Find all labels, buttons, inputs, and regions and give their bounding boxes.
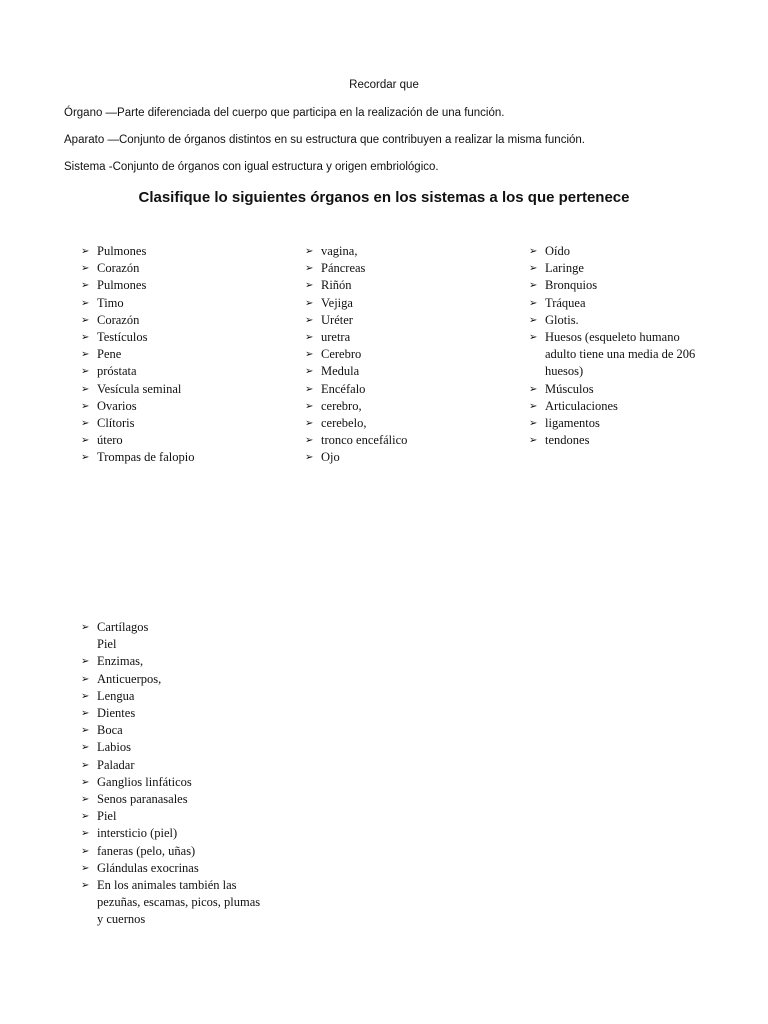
list-item: ➢ Vejiga: [305, 295, 505, 312]
list-item: ➢ Lengua: [81, 688, 261, 705]
organ-list-column-4: [81, 619, 261, 929]
list-item: ➢ vagina,: [305, 243, 505, 260]
list-item: ➢ Laringe: [529, 260, 704, 277]
list-item: ➢ Boca: [81, 722, 261, 739]
list-item: ➢ Bronquios: [529, 277, 704, 294]
list-item: ➢ Oído: [529, 243, 704, 260]
list-item: ➢ uretra: [305, 329, 505, 346]
list-item: ➢ Senos paranasales: [81, 791, 261, 808]
list-item: ➢ Enzimas,: [81, 653, 261, 670]
list-item: ➢ intersticio (piel): [81, 825, 261, 842]
list-item: ➢ Articulaciones: [529, 398, 704, 415]
list-item: ➢ Vesícula seminal: [81, 381, 281, 398]
list-item: ➢ Anticuerpos,: [81, 671, 261, 688]
definition-organo: Órgano —Parte diferenciada del cuerpo que participa en la realización de una función.: [64, 107, 505, 119]
organ-list-column-2: [305, 243, 505, 467]
list-item: ➢ Páncreas: [305, 260, 505, 277]
list-item: ➢ Piel: [81, 808, 261, 825]
reminder-heading: Recordar que: [349, 79, 419, 91]
list-item: ➢ Corazón: [81, 312, 281, 329]
list-item: ➢ Tráquea: [529, 295, 704, 312]
list-item: ➢ Músculos: [529, 381, 704, 398]
list-item: ➢ Riñón: [305, 277, 505, 294]
organ-list-column-3: [529, 243, 704, 449]
list-item: ➢ Clítoris: [81, 415, 281, 432]
list-item: ➢ Encéfalo: [305, 381, 505, 398]
list-item: ➢ Glotis.: [529, 312, 704, 329]
list-item: ➢ Corazón: [81, 260, 281, 277]
organ-list-column-1: [81, 243, 281, 467]
list-item: ➢ faneras (pelo, uñas): [81, 843, 261, 860]
list-item: ➢ tronco encefálico: [305, 432, 505, 449]
list-item: ➢ útero: [81, 432, 281, 449]
page-title: Clasifique lo siguientes órganos en los sistemas a los que pertenece: [138, 189, 630, 206]
list-item: ➢ Testículos: [81, 329, 281, 346]
list-item: ➢ ligamentos: [529, 415, 704, 432]
list-item: ➢ tendones: [529, 432, 704, 449]
list-item: ➢ próstata: [81, 363, 281, 380]
list-item: ➢ Huesos (esqueleto humano adulto tiene una media de 206 huesos): [529, 329, 704, 381]
list-item: ➢ Cerebro: [305, 346, 505, 363]
list-item: ➢ Ovarios: [81, 398, 281, 415]
list-item: ➢ Pulmones: [81, 243, 281, 260]
list-item: ➢ En los animales también las pezuñas, escamas, picos, plumas y cuernos: [81, 877, 261, 929]
list-item: ➢ Uréter: [305, 312, 505, 329]
list-item: ➢ Paladar: [81, 757, 261, 774]
list-item: ➢ cerebelo,: [305, 415, 505, 432]
list-item-continuation: Piel: [97, 637, 117, 652]
definition-sistema: Sistema -Conjunto de órganos con igual estructura y origen embriológico.: [64, 161, 439, 173]
list-item: ➢ Ojo: [305, 449, 505, 466]
list-item: ➢ Medula: [305, 363, 505, 380]
list-item: ➢ cerebro,: [305, 398, 505, 415]
list-item: ➢ Pene: [81, 346, 281, 363]
list-item: ➢ Trompas de falopio: [81, 449, 281, 466]
list-item: ➢ Ganglios linfáticos: [81, 774, 261, 791]
list-item: ➢ Cartílagos: [81, 619, 261, 636]
list-item: ➢ Dientes: [81, 705, 261, 722]
definition-aparato: Aparato —Conjunto de órganos distintos en su estructura que contribuyen a realizar la misma función.: [64, 134, 585, 146]
list-item: ➢ Glándulas exocrinas: [81, 860, 261, 877]
list-item: ➢ Timo: [81, 295, 281, 312]
list-item: ➢ Labios: [81, 739, 261, 756]
list-item: ➢ Pulmones: [81, 277, 281, 294]
